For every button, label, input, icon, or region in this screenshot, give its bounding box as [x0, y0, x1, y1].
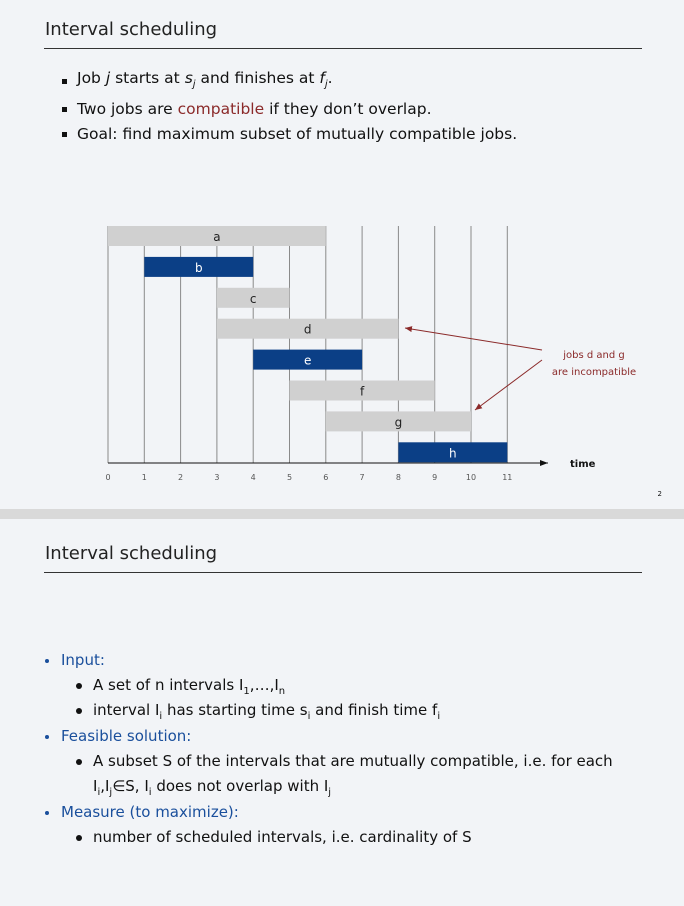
- annotation-arrow-d: [405, 328, 542, 350]
- list-item-feasible: Feasible solution:: [45, 727, 191, 745]
- x-tick-label: 8: [395, 473, 401, 482]
- x-tick-label: 11: [502, 473, 513, 482]
- x-tick-label: 4: [250, 473, 256, 482]
- bullet-icon: [45, 735, 49, 739]
- annotation-line-2: are incompatible: [551, 367, 637, 378]
- bullet-icon: [45, 811, 49, 815]
- x-tick-label: 0: [105, 473, 111, 482]
- slide-2: [0, 519, 684, 906]
- compatible-term: compatible: [177, 100, 265, 119]
- annotation-line-1: jobs d and g: [563, 350, 625, 361]
- x-tick-label: 10: [465, 473, 477, 482]
- bullet-text: Goal: find maximum subset of mutually compatible jobs.: [77, 125, 518, 144]
- bullet-icon: [76, 759, 82, 765]
- job-label-a: a: [213, 230, 221, 244]
- annotation-arrow-g: [475, 360, 542, 410]
- job-label-h: h: [449, 446, 457, 461]
- job-label-e: e: [303, 353, 312, 368]
- x-tick-label: 3: [214, 473, 220, 482]
- bullet-icon: [76, 683, 82, 689]
- list-item-input: Input:: [45, 651, 105, 669]
- bullet-icon: [76, 835, 82, 841]
- x-tick-label: 9: [432, 473, 438, 482]
- bullet-icon: [76, 708, 82, 714]
- list-subitem: A subset S of the intervals that are mutually compatible, i.e. for each: [76, 752, 613, 770]
- x-tick-label: 1: [141, 473, 147, 482]
- x-tick-label: 6: [323, 473, 329, 482]
- job-label-c: c: [249, 291, 257, 306]
- job-label-d: d: [303, 322, 312, 337]
- list-subitem: A set of n intervals $I_1,\dots,I_n$: [76, 676, 285, 697]
- title-rule: [44, 572, 642, 573]
- job-label-g: g: [394, 415, 403, 430]
- list-subitem: interval $I_i$ has starting time $s_i$ and finish time $f_i$: [76, 701, 440, 722]
- job-label-b: b: [194, 260, 203, 275]
- bullet-icon: [45, 659, 49, 663]
- slide-title: Interval scheduling: [45, 543, 218, 564]
- slide-title: Interval scheduling: [45, 19, 218, 40]
- x-tick-label: 5: [286, 473, 293, 482]
- list-subitem: number of scheduled intervals, i.e. cardinality of S: [76, 828, 472, 846]
- job-label-f: f: [359, 384, 365, 399]
- list-subitem-continuation: $I_i,I_j\in S$, $I_i$ does not overlap with $I_j$: [93, 777, 332, 798]
- page-number: 2: [657, 490, 662, 498]
- bullet-text: Job j starts at $s_j$ and finishes at $f_j$.: [77, 69, 333, 91]
- bullet-text: Two jobs are compatible if they don’t overlap.: [77, 100, 432, 119]
- x-tick-label: 7: [359, 473, 365, 482]
- x-axis-label: time: [570, 459, 596, 470]
- x-tick-label: 2: [178, 473, 184, 482]
- list-item-measure: Measure (to maximize):: [45, 803, 239, 821]
